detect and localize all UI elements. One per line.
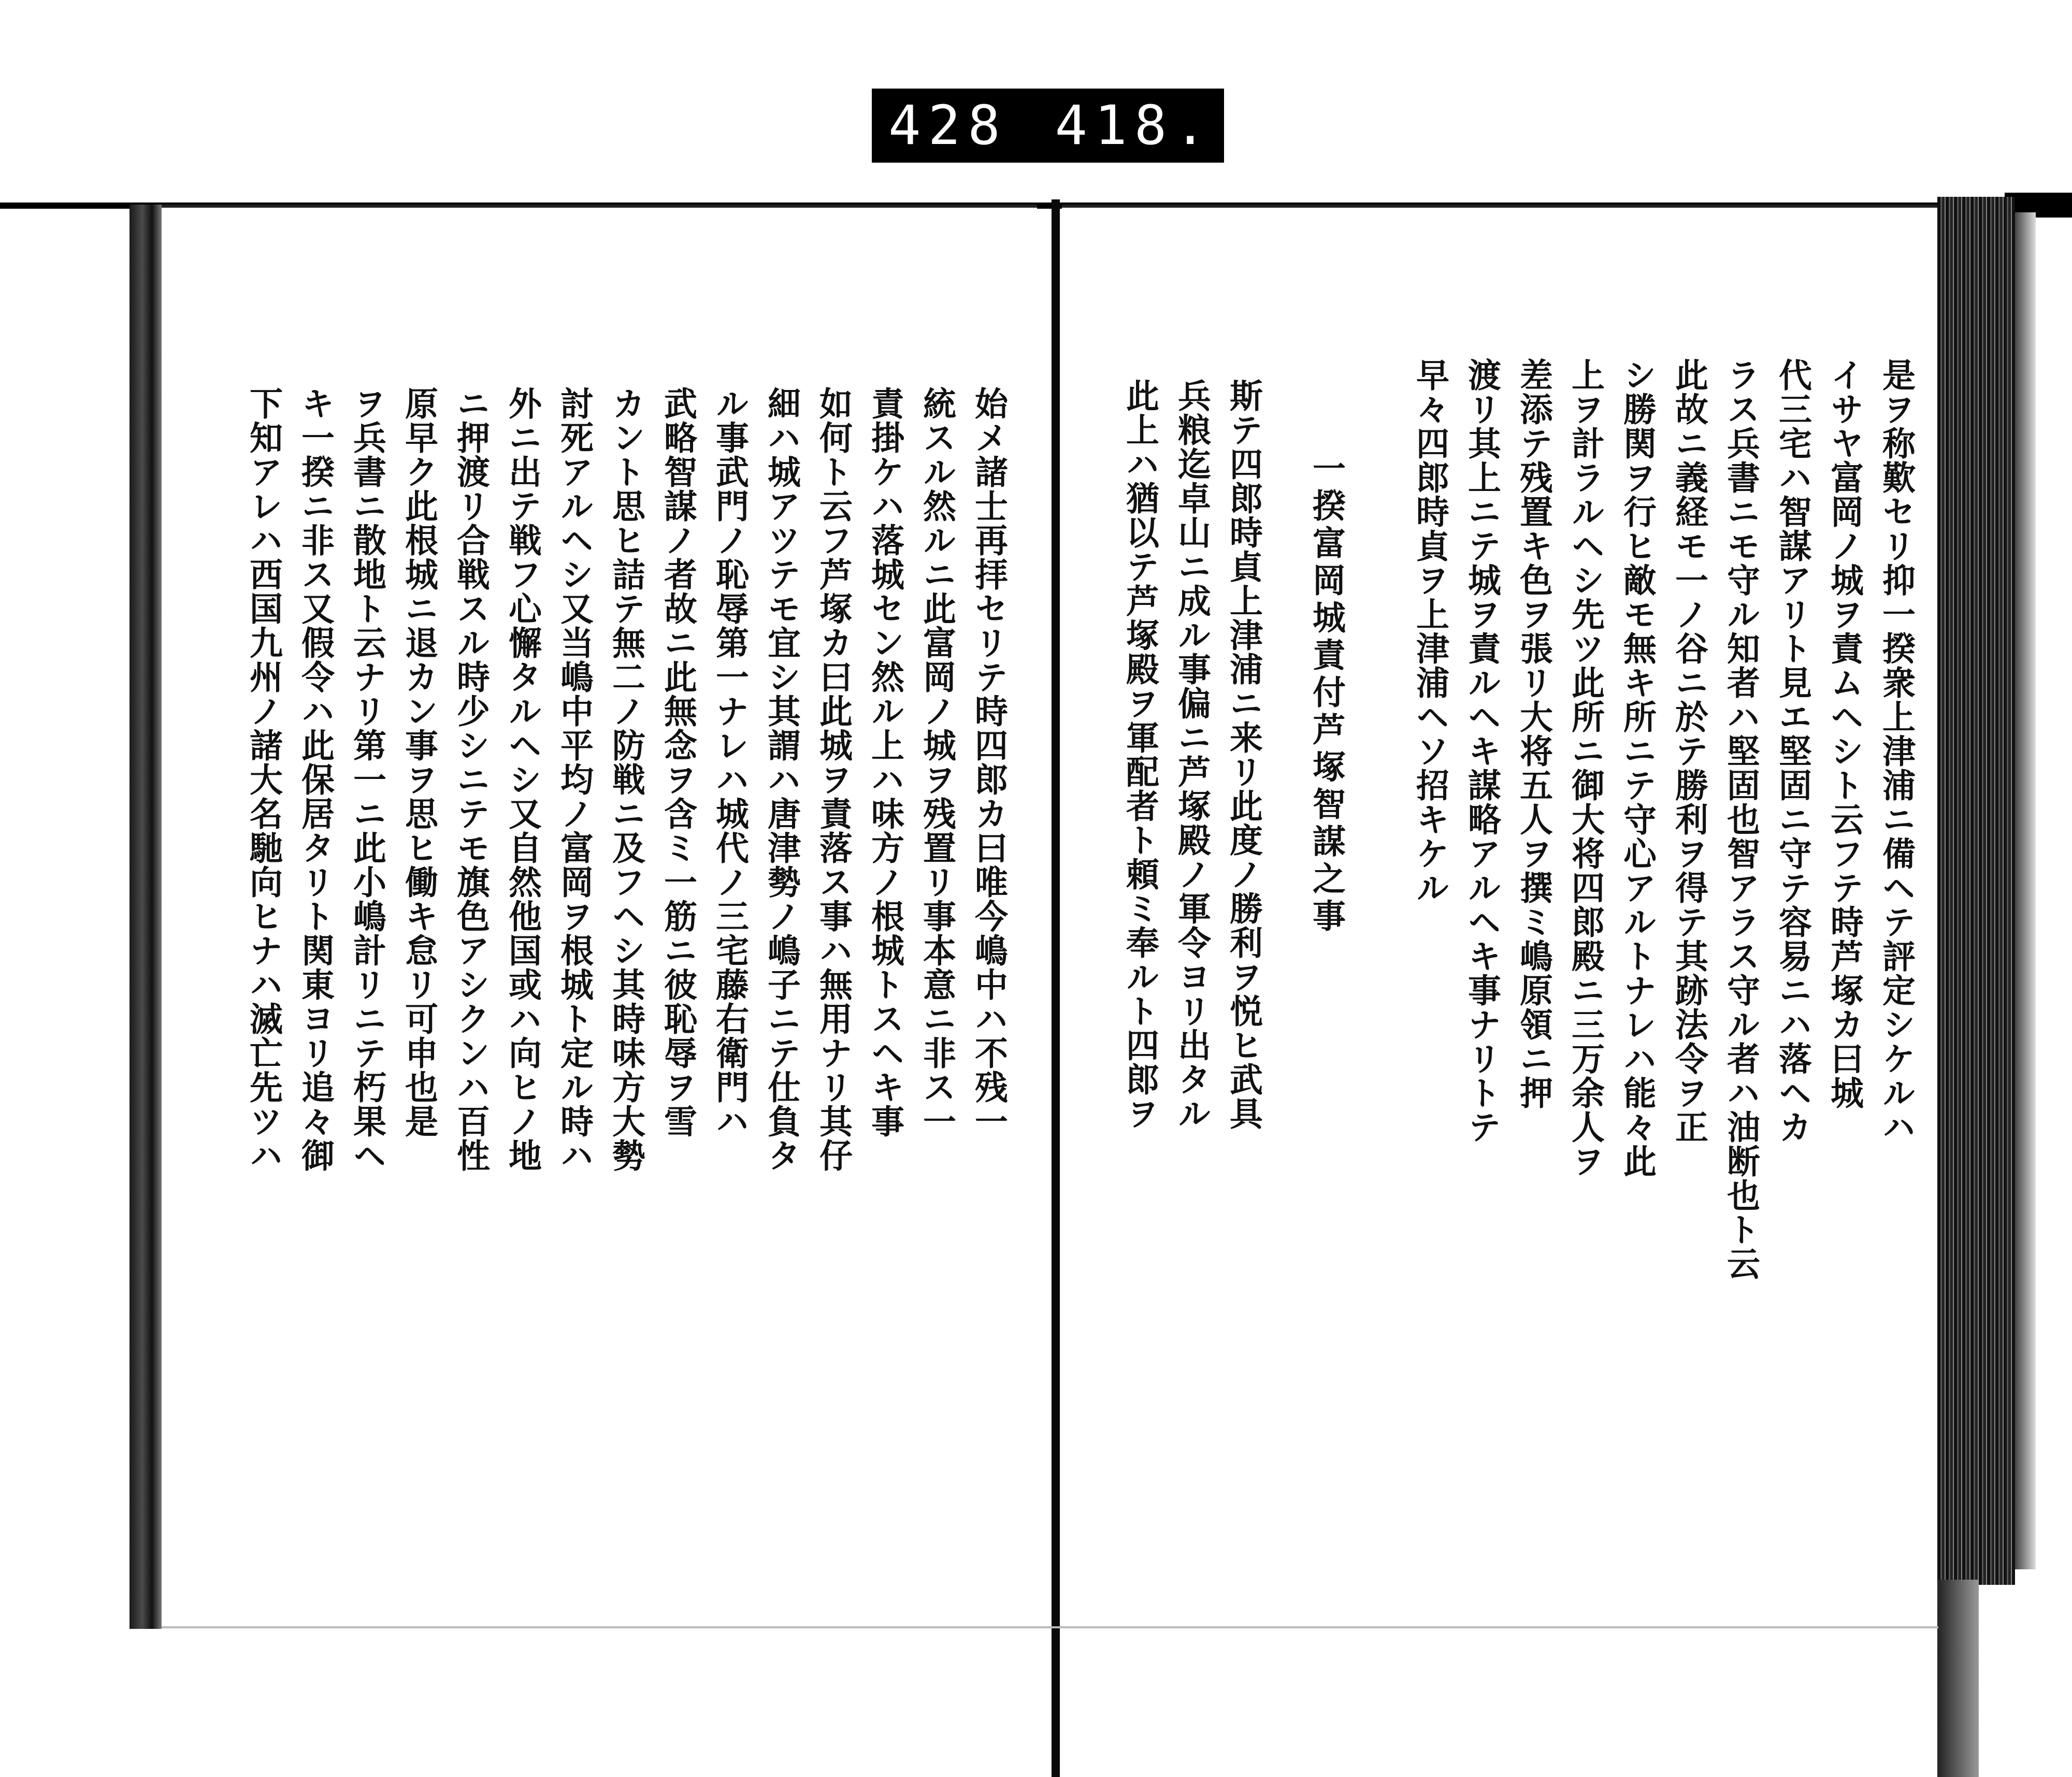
text-column: ヲ兵書ニ散地ト云ナリ第一ニ此小嶋計リニテ朽果ヘ xyxy=(348,386,386,1173)
section-heading: 一揆富岡城責付芦塚智謀之事 xyxy=(1307,451,1346,936)
text-column: 統スル然ルニ此富岡ノ城ヲ残置リ事本意ニ非ス一 xyxy=(917,386,956,1138)
right-page xyxy=(1062,205,1942,1632)
text-column: 渡リ其上ニテ城ヲ責ルヘキ謀略アルヘキ事ナリトテ xyxy=(1462,358,1501,1144)
book-gutter xyxy=(1052,199,1060,1777)
text-column: 斯テ四郎時貞上津浦ニ来リ此度ノ勝利ヲ悦ヒ武具 xyxy=(1224,379,1263,1131)
frame-number-right: 418. xyxy=(1055,94,1214,157)
text-column: 兵粮迄卓山ニ成ル事偏ニ芦塚殿ノ軍令ヨリ出タル xyxy=(1172,379,1211,1131)
text-column: ル事武門ノ恥辱第一ナレハ城代ノ三宅藤右衛門ハ xyxy=(710,386,749,1138)
right-edge-shadow xyxy=(2015,212,2036,1569)
text-column: 始メ諸士再拝セリテ時四郎カ曰唯今嶋中ハ不残一 xyxy=(969,386,1008,1138)
text-column: 此上ハ猶以テ芦塚殿ヲ軍配者ト頼ミ奉ルト四郎ヲ xyxy=(1120,379,1159,1131)
text-column: カント思ヒ詰テ無二ノ防戦ニ及フヘシ其時味方大勢 xyxy=(607,386,645,1173)
frame-number-left: 428 xyxy=(888,94,1008,157)
text-column: 代三宅ハ智謀アリト見エ堅固ニ守テ容易ニハ落ヘカ xyxy=(1773,358,1812,1144)
text-column: 早々四郎時貞ヲ上津浦ヘソ招キケル xyxy=(1411,358,1449,905)
text-column: シ勝関ヲ行ヒ敵モ無キ所ニテ守心アルトナレハ能々此 xyxy=(1618,358,1657,1178)
page-bottom-line xyxy=(162,1626,1938,1628)
right-edge-tail xyxy=(1937,1580,1979,1777)
text-column: 討死アルヘシ又当嶋中平均ノ富岡ヲ根城ト定ル時ハ xyxy=(555,386,594,1173)
text-column: 下知アレハ西国九州ノ諸大名馳向ヒナハ滅亡先ツハ xyxy=(244,386,283,1173)
text-column: 責掛ケハ落城セン然ル上ハ味方ノ根城トスヘキ事 xyxy=(866,386,904,1138)
text-column: 差添テ残置キ色ヲ張リ大将五人ヲ撰ミ嶋原領ニ押 xyxy=(1514,358,1553,1110)
left-page xyxy=(162,205,1037,1632)
text-column: 是ヲ称歎セリ抑一揆衆上津浦ニ備ヘテ評定シケルハ xyxy=(1877,358,1916,1144)
text-column: キ一揆ニ非ス又假令ハ此保居タリト関東ヨリ追々御 xyxy=(296,386,335,1173)
text-column: イサヤ富岡ノ城ヲ責ムヘシト云フテ時芦塚カ曰城 xyxy=(1825,358,1864,1110)
text-column: ニ押渡リ合戦スル時少シニテモ旗色アシクンハ百性 xyxy=(451,386,490,1173)
text-column: 此故ニ義経モ一ノ谷ニ於テ勝利ヲ得テ其跡法令ヲ正 xyxy=(1670,358,1708,1144)
text-column: ラス兵書ニモ守ル知者ハ堅固也智アラス守ル者ハ油断也ト云 xyxy=(1721,358,1760,1281)
left-book-edge xyxy=(130,205,162,1629)
text-column: 上ヲ計ラルヘシ先ツ此所ニ御大将四郎殿ニ三万余人ヲ xyxy=(1566,358,1605,1178)
text-column: 原早ク此根城ニ退カン事ヲ思ヒ働キ怠リ可申也是 xyxy=(399,386,438,1138)
text-column: 武略智謀ノ者故ニ此無念ヲ含ミ一筋ニ彼恥辱ヲ雪 xyxy=(658,386,697,1138)
text-column: 細ハ城アツテモ宜シ其謂ハ唐津勢ノ嶋子ニテ仕負タ xyxy=(762,386,801,1173)
text-column: 如何ト云フ芦塚カ曰此城ヲ責落ス事ハ無用ナリ其仔 xyxy=(814,386,853,1173)
right-book-edge xyxy=(1937,197,2015,1585)
text-column: 外ニ出テ戦フ心懈タルヘシ又自然他国或ハ向ヒノ地 xyxy=(503,386,542,1173)
frame-number-label xyxy=(872,89,1224,163)
